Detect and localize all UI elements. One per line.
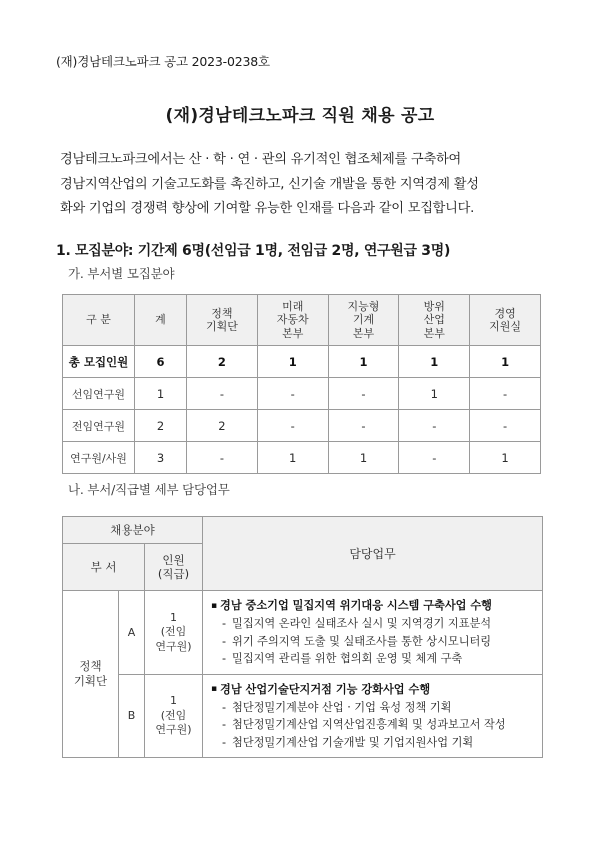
row-label: 연구원/사원 <box>63 442 135 474</box>
duty-main-item <box>211 597 542 615</box>
col-header-duty: 담당업무 <box>203 517 543 591</box>
col-header-defense-l3: 본부 <box>423 326 445 340</box>
col-header-defense <box>399 295 470 346</box>
col-header-future-car-l2: 자동차 <box>276 313 309 327</box>
dash-marker-icon: - <box>222 735 227 749</box>
duty-sub-item <box>211 716 542 734</box>
table-row <box>63 378 541 410</box>
table-row <box>63 674 543 758</box>
col-header-management-l1: 경영 <box>494 306 516 320</box>
document-number: (재)경남테크노파크 공고 2023-0238호 <box>56 54 270 69</box>
dash-marker-icon: - <box>222 652 227 665</box>
duty-sub-item <box>211 633 542 651</box>
col-header-policy-l2: 기획단 <box>205 320 238 333</box>
duty-sub-item <box>211 650 542 668</box>
duty-main-text: 경남 중소기업 밀집지역 위기대응 시스템 구축사업 수행 <box>220 599 492 612</box>
col-header-smart-machine-l2: 기계 <box>352 313 375 327</box>
intro-line-1: 경남테크노파크에서는 산 · 학 · 연 · 관의 유기적인 협조체제를 구축하여 <box>60 152 461 167</box>
intro-line-2: 경남지역산업의 기술고도화를 촉진하고, 신기술 개발을 통한 지역경제 활성 <box>60 176 479 192</box>
col-header-gubun: 구 분 <box>63 295 135 346</box>
cell-defense: 1 <box>399 346 470 378</box>
duty-sub-text: 첨단정밀기계산업 지역산업진흥계획 및 성과보고서 작성 <box>232 718 506 731</box>
cell-position-code: B <box>119 674 145 758</box>
cell-headcount-l2: (전임 <box>160 625 187 638</box>
cell-total: 1 <box>135 378 187 410</box>
table-header-row <box>63 295 541 346</box>
col-header-department: 부 서 <box>63 544 145 591</box>
cell-duty-description <box>203 674 543 758</box>
cell-defense: - <box>399 410 470 442</box>
cell-department-l1: 정책 <box>79 659 102 673</box>
cell-department-l2: 기획단 <box>73 674 108 688</box>
col-header-count <box>145 544 203 591</box>
dash-marker-icon: - <box>222 700 227 714</box>
bullet-square-icon: ▪ <box>211 684 218 694</box>
cell-management: - <box>470 410 541 442</box>
cell-defense: - <box>399 442 470 474</box>
cell-headcount <box>145 674 203 758</box>
duty-sub-item <box>211 734 542 752</box>
cell-smart-machine: 1 <box>328 346 399 378</box>
col-header-smart-machine <box>328 295 399 346</box>
duty-sub-text: 첨단정밀기계분야 산업 · 기업 육성 정책 기획 <box>232 700 452 714</box>
intro-paragraph <box>60 148 542 222</box>
cell-headcount-l2: (전임 <box>160 708 187 722</box>
duty-sub-item <box>211 699 542 717</box>
cell-headcount-l3: 연구원) <box>155 723 192 736</box>
col-header-total: 계 <box>135 295 187 346</box>
cell-headcount-l3: 연구원) <box>155 639 192 653</box>
cell-policy: 2 <box>187 346 258 378</box>
col-header-count-l2: (직급) <box>157 567 190 581</box>
cell-defense: 1 <box>399 378 470 410</box>
department-recruitment-table <box>62 294 541 474</box>
intro-line-3: 화와 기업의 경쟁력 향상에 기여할 유능한 인재를 다음과 같이 모집합니다. <box>60 201 475 216</box>
cell-management: - <box>470 378 541 410</box>
sub-heading-b: 나. 부서/직급별 세부 담당업무 <box>68 482 230 497</box>
cell-total: 3 <box>135 442 187 474</box>
cell-management: 1 <box>470 346 541 378</box>
row-label: 선임연구원 <box>63 378 135 410</box>
dash-marker-icon: - <box>222 634 227 648</box>
cell-total: 2 <box>135 410 187 442</box>
col-header-defense-l1: 방위 <box>423 299 445 313</box>
section-1-heading: 1. 모집분야: 기간제 6명(선임급 1명, 전임급 2명, 연구원급 3명) <box>56 243 451 259</box>
cell-department-name <box>63 591 119 758</box>
cell-position-code: A <box>119 591 145 675</box>
col-header-smart-machine-l3: 본부 <box>352 326 375 340</box>
row-label: 총 모집인원 <box>63 346 135 378</box>
duty-main-text: 경남 산업기술단지거점 기능 강화사업 수행 <box>220 682 431 696</box>
table-row <box>63 591 543 675</box>
dash-marker-icon: - <box>222 617 227 630</box>
table-row <box>63 442 541 474</box>
dash-marker-icon: - <box>222 718 227 731</box>
cell-policy: 2 <box>187 410 258 442</box>
col-header-future-car <box>257 295 328 346</box>
duty-sub-text: 위기 주의지역 도출 및 실태조사를 통한 상시모니터링 <box>232 634 492 648</box>
bullet-square-icon: ▪ <box>211 600 218 611</box>
col-header-policy <box>187 295 258 346</box>
col-header-smart-machine-l1: 지능형 <box>347 299 380 313</box>
cell-headcount <box>145 591 203 675</box>
duty-sub-text: 밀집지역 관리를 위한 협의회 운영 및 체계 구축 <box>232 652 463 665</box>
table-row <box>63 346 541 378</box>
cell-future-car: - <box>257 378 328 410</box>
cell-headcount-l1: 1 <box>170 694 177 707</box>
cell-headcount-l1: 1 <box>170 610 177 624</box>
table-header-row-group <box>63 517 543 544</box>
col-header-defense-l2: 산업 <box>423 313 445 327</box>
cell-management: 1 <box>470 442 541 474</box>
col-header-management-l2: 지원실 <box>489 320 522 333</box>
col-header-policy-l1: 정책 <box>211 306 233 320</box>
col-header-management <box>470 295 541 346</box>
col-header-count-l1: 인원 <box>162 553 185 567</box>
cell-policy: - <box>187 442 258 474</box>
row-label: 전임연구원 <box>63 410 135 442</box>
duty-sub-text: 첨단정밀기계산업 기술개발 및 기업지원사업 기획 <box>232 735 474 749</box>
duty-sub-item <box>211 615 542 633</box>
col-header-future-car-l1: 미래 <box>282 299 304 313</box>
table-row <box>63 410 541 442</box>
col-header-future-car-l3: 본부 <box>282 326 304 340</box>
cell-future-car: - <box>257 410 328 442</box>
page-title: (재)경남테크노파크 직원 채용 공고 <box>165 106 435 126</box>
duty-sub-text: 밀집지역 온라인 실태조사 실시 및 지역경기 지표분석 <box>232 617 492 630</box>
cell-duty-description <box>203 591 543 675</box>
cell-policy: - <box>187 378 258 410</box>
cell-smart-machine: - <box>328 378 399 410</box>
cell-future-car: 1 <box>257 442 328 474</box>
sub-heading-a: 가. 부서별 모집분야 <box>68 266 175 281</box>
cell-total: 6 <box>135 346 187 378</box>
cell-smart-machine: 1 <box>328 442 399 474</box>
cell-smart-machine: - <box>328 410 399 442</box>
col-header-recruit-field: 채용분야 <box>63 517 203 544</box>
duty-main-item <box>211 681 542 699</box>
cell-future-car: 1 <box>257 346 328 378</box>
duty-detail-table <box>62 516 543 758</box>
